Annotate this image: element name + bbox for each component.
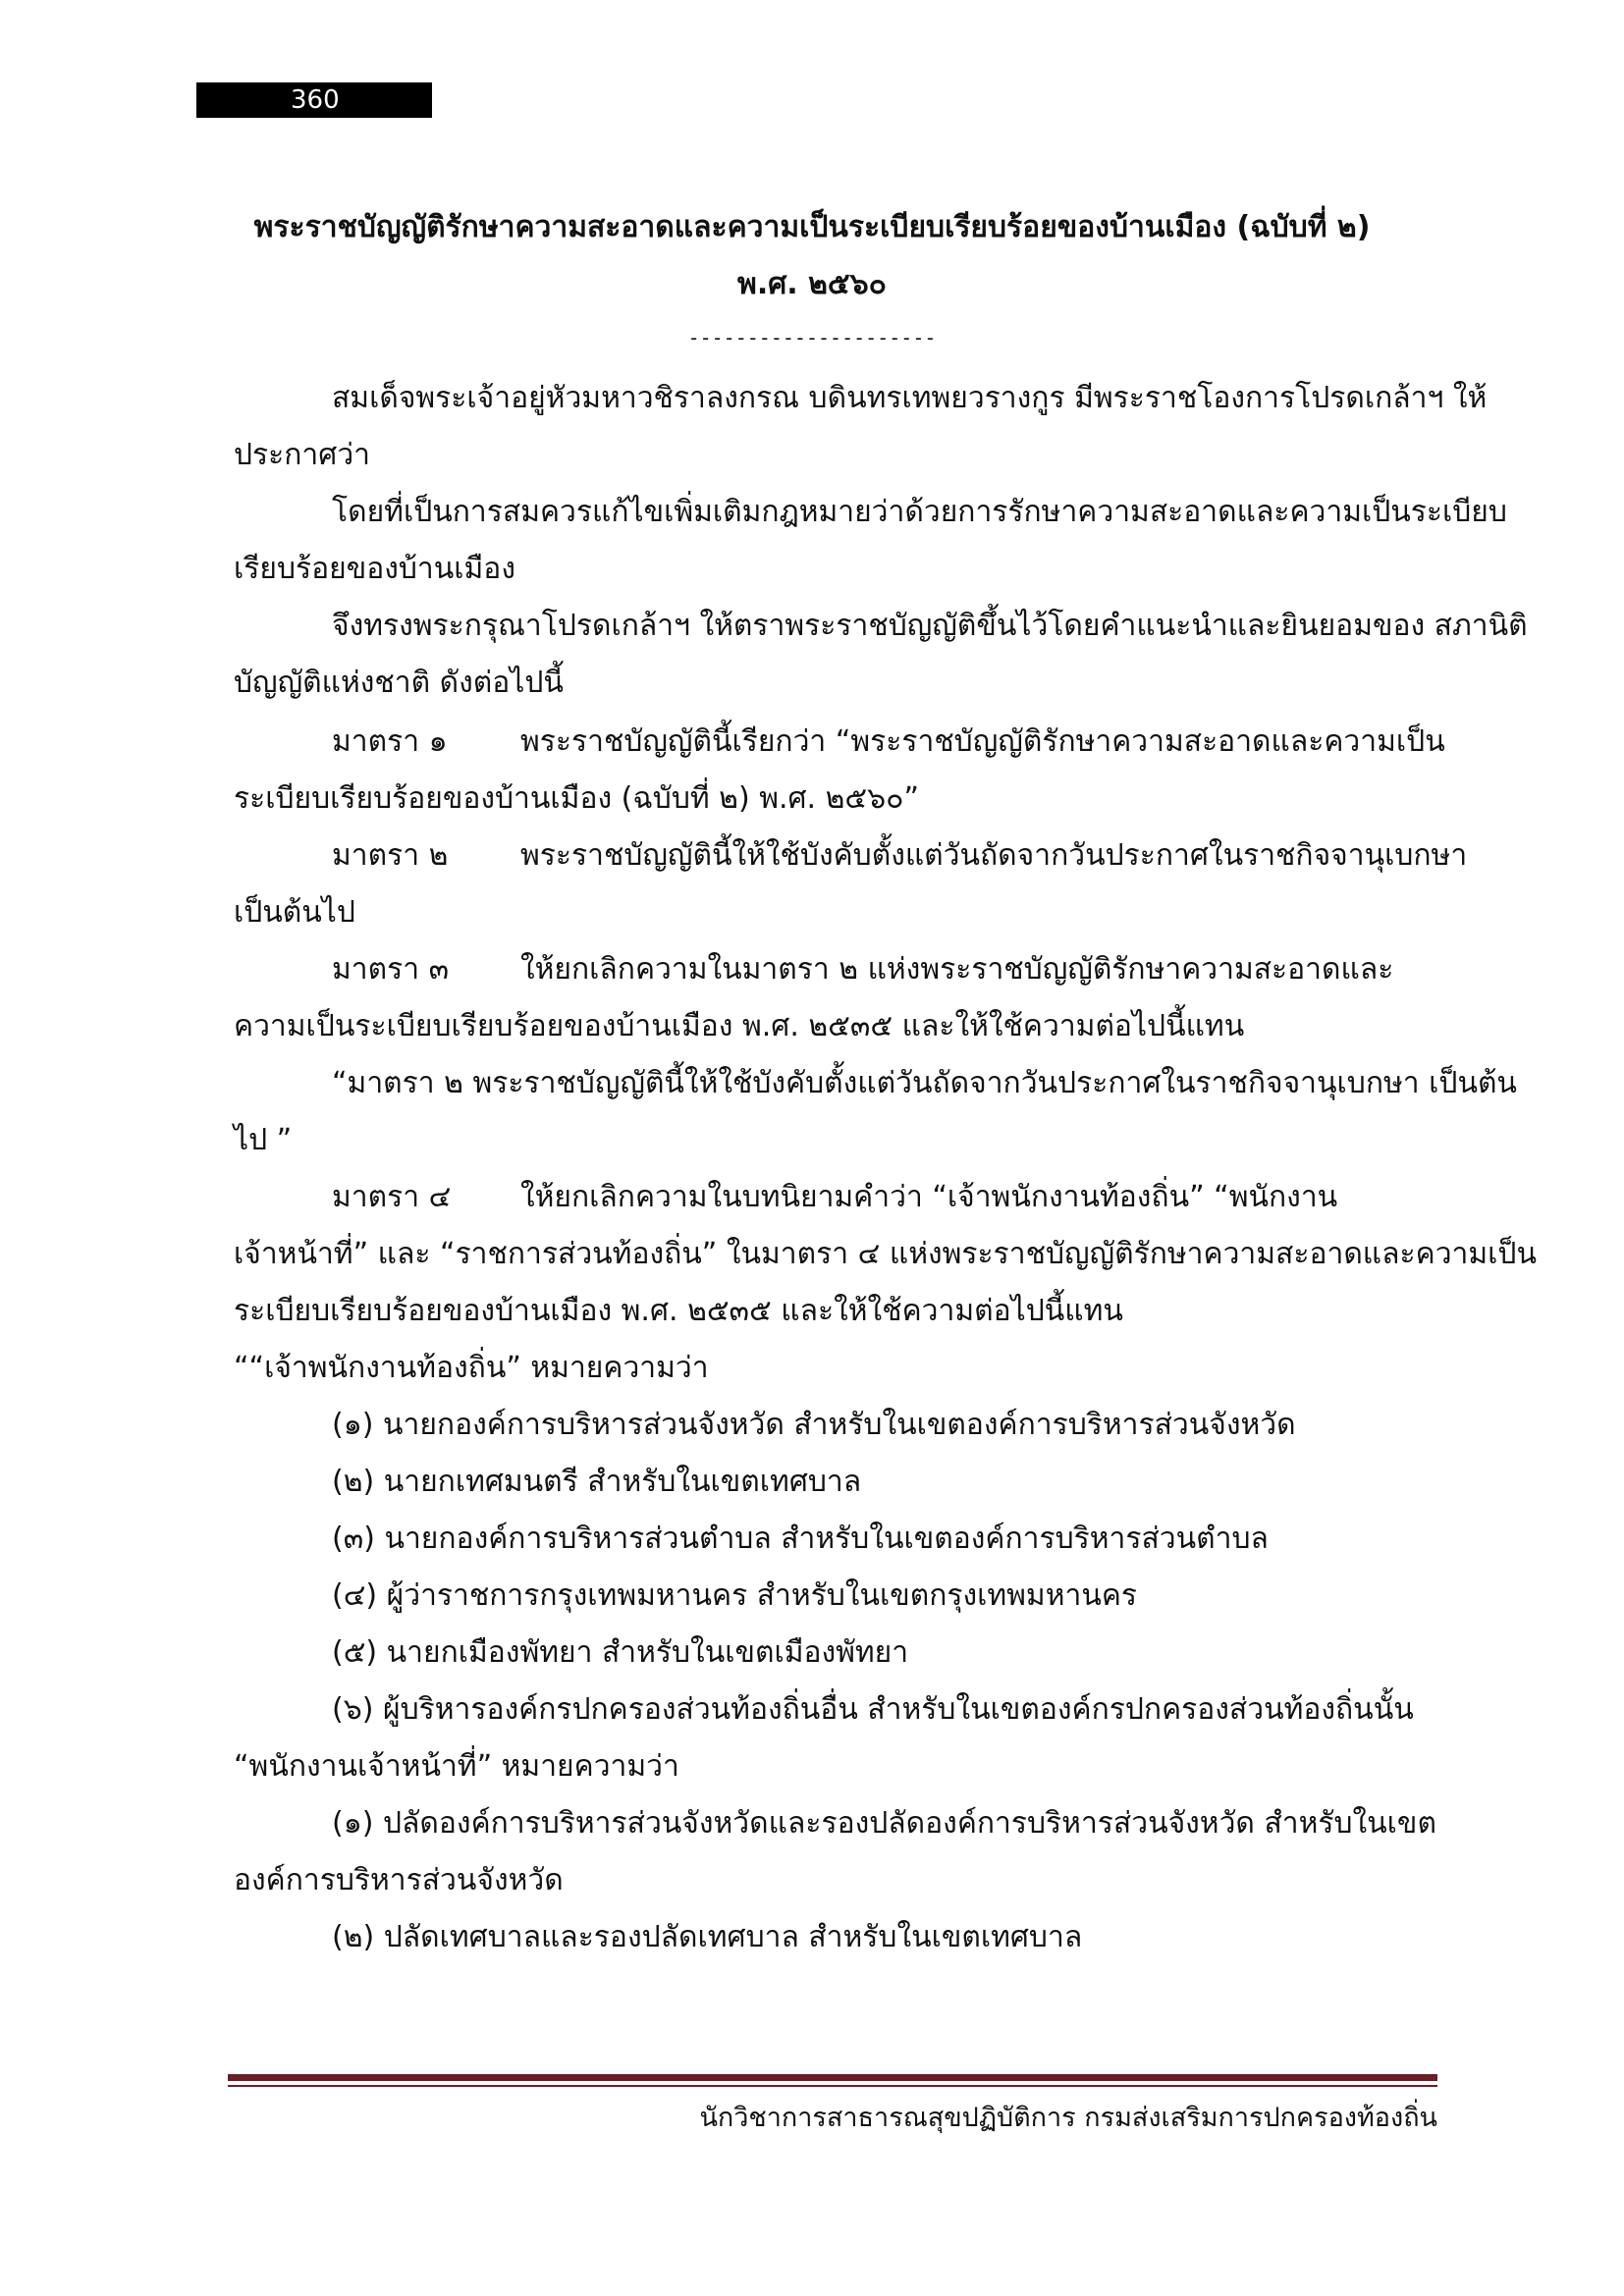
footer-rule-thin — [228, 2085, 1437, 2087]
quoted-section-text: “มาตรา ๒ พระราชบัญญัตินี้ให้ใช้บังคับตั้งแต่วันถัดจากวันประกาศในราชกิจจานุเบกษา เป็นต้น — [332, 1066, 1517, 1100]
definition-item: (๓) นายกองค์การบริหารส่วนตำบล สำหรับในเขตองค์การบริหารส่วนตำบล — [332, 1522, 1269, 1556]
section-label: มาตรา ๔ — [332, 1180, 452, 1214]
section-label: มาตรา ๓ — [332, 952, 450, 987]
section-label: มาตรา ๒ — [332, 838, 449, 873]
definition-item: (๑) นายกองค์การบริหารส่วนจังหวัด สำหรับในเขตองค์การบริหารส่วนจังหวัด — [332, 1408, 1296, 1442]
definition-item: (๑) ปลัดองค์การบริหารส่วนจังหวัดและรองปลัดองค์การบริหารส่วนจังหวัด สำหรับในเขต — [332, 1806, 1436, 1841]
definition-item: (๒) ปลัดเทศบาลและรองปลัดเทศบาล สำหรับในเขตเทศบาล — [332, 1920, 1083, 1954]
definition-item: องค์การบริหารส่วนจังหวัด — [234, 1863, 564, 1897]
section-text: พระราชบัญญัตินี้เรียกว่า “พระราชบัญญัติรักษาความสะอาดและความเป็น — [520, 724, 1445, 759]
definition-heading: ““เจ้าพนักงานท้องถิ่น” หมายความว่า — [234, 1351, 709, 1385]
section-text: ระเบียบเรียบร้อยของบ้านเมือง (ฉบับที่ ๒) พ.ศ. ๒๕๖๐” — [234, 781, 919, 816]
section-text: ให้ยกเลิกความในมาตรา ๒ แห่งพระราชบัญญัติรักษาความสะอาดและ — [520, 952, 1394, 987]
section-text: เจ้าหน้าที่” และ “ราชการส่วนท้องถิ่น” ในมาตรา ๔ แห่งพระราชบัญญัติรักษาความสะอาดและความเป็น — [234, 1237, 1537, 1271]
definition-item: (๖) ผู้บริหารองค์กรปกครองส่วนท้องถิ่นอื่น สำหรับในเขตองค์กรปกครองส่วนท้องถิ่นนั้น — [332, 1692, 1414, 1727]
preamble-line: บัญญัติแห่งชาติ ดังต่อไปนี้ — [234, 666, 564, 700]
preamble-line: ประกาศว่า — [234, 438, 371, 472]
quoted-section-text: ไป ” — [234, 1123, 293, 1157]
definition-item: (๕) นายกเมืองพัทยา สำหรับในเขตเมืองพัทยา — [332, 1635, 909, 1670]
section-text: พระราชบัญญัตินี้ให้ใช้บังคับตั้งแต่วันถัดจากวันประกาศในราชกิจจานุเบกษา — [520, 838, 1468, 873]
document-year: พ.ศ. ๒๕๖๐ — [737, 267, 887, 301]
section-text: ให้ยกเลิกความในบทนิยามคำว่า “เจ้าพนักงานท้องถิ่น” “พนักงาน — [520, 1180, 1338, 1214]
footer-rule — [228, 2074, 1437, 2081]
definition-item: (๔) ผู้ว่าราชการกรุงเทพมหานคร สำหรับในเขตกรุงเทพมหานคร — [332, 1578, 1138, 1613]
preamble-line: จึงทรงพระกรุณาโปรดเกล้าฯ ให้ตราพระราชบัญญัติขึ้นไว้โดยคำแนะนำและยินยอมของ สภานิติ — [332, 609, 1528, 643]
preamble-line: โดยที่เป็นการสมควรแก้ไขเพิ่มเติมกฎหมายว่าด้วยการรักษาความสะอาดและความเป็นระเบียบ — [332, 495, 1507, 529]
definition-item: (๒) นายกเทศมนตรี สำหรับในเขตเทศบาล — [332, 1465, 862, 1499]
section-text: ความเป็นระเบียบเรียบร้อยของบ้านเมือง พ.ศ. ๒๕๓๕ และให้ใช้ความต่อไปนี้แทน — [234, 1009, 1245, 1043]
title-divider: --------------------- — [687, 326, 937, 349]
preamble-line: เรียบร้อยของบ้านเมือง — [234, 552, 515, 586]
preamble-line: สมเด็จพระเจ้าอยู่หัวมหาวชิราลงกรณ บดินทรเทพยวรางกูร มีพระราชโองการโปรดเกล้าฯ ให้ — [332, 381, 1488, 415]
section-text: เป็นต้นไป — [234, 895, 355, 930]
footer-text: นักวิชาการสาธารณสุขปฏิบัติการ กรมส่งเสริมการปกครองท้องถิ่น — [699, 2103, 1437, 2133]
page-number: 360 — [196, 82, 432, 118]
definition-heading: “พนักงานเจ้าหน้าที่” หมายความว่า — [234, 1749, 679, 1784]
document-title: พระราชบัญญัติรักษาความสะอาดและความเป็นระเบียบเรียบร้อยของบ้านเมือง (ฉบับที่ ๒) — [253, 210, 1371, 244]
section-label: มาตรา ๑ — [332, 724, 448, 759]
section-text: ระเบียบเรียบร้อยของบ้านเมือง พ.ศ. ๒๕๓๕ และให้ใช้ความต่อไปนี้แทน — [234, 1294, 1123, 1328]
